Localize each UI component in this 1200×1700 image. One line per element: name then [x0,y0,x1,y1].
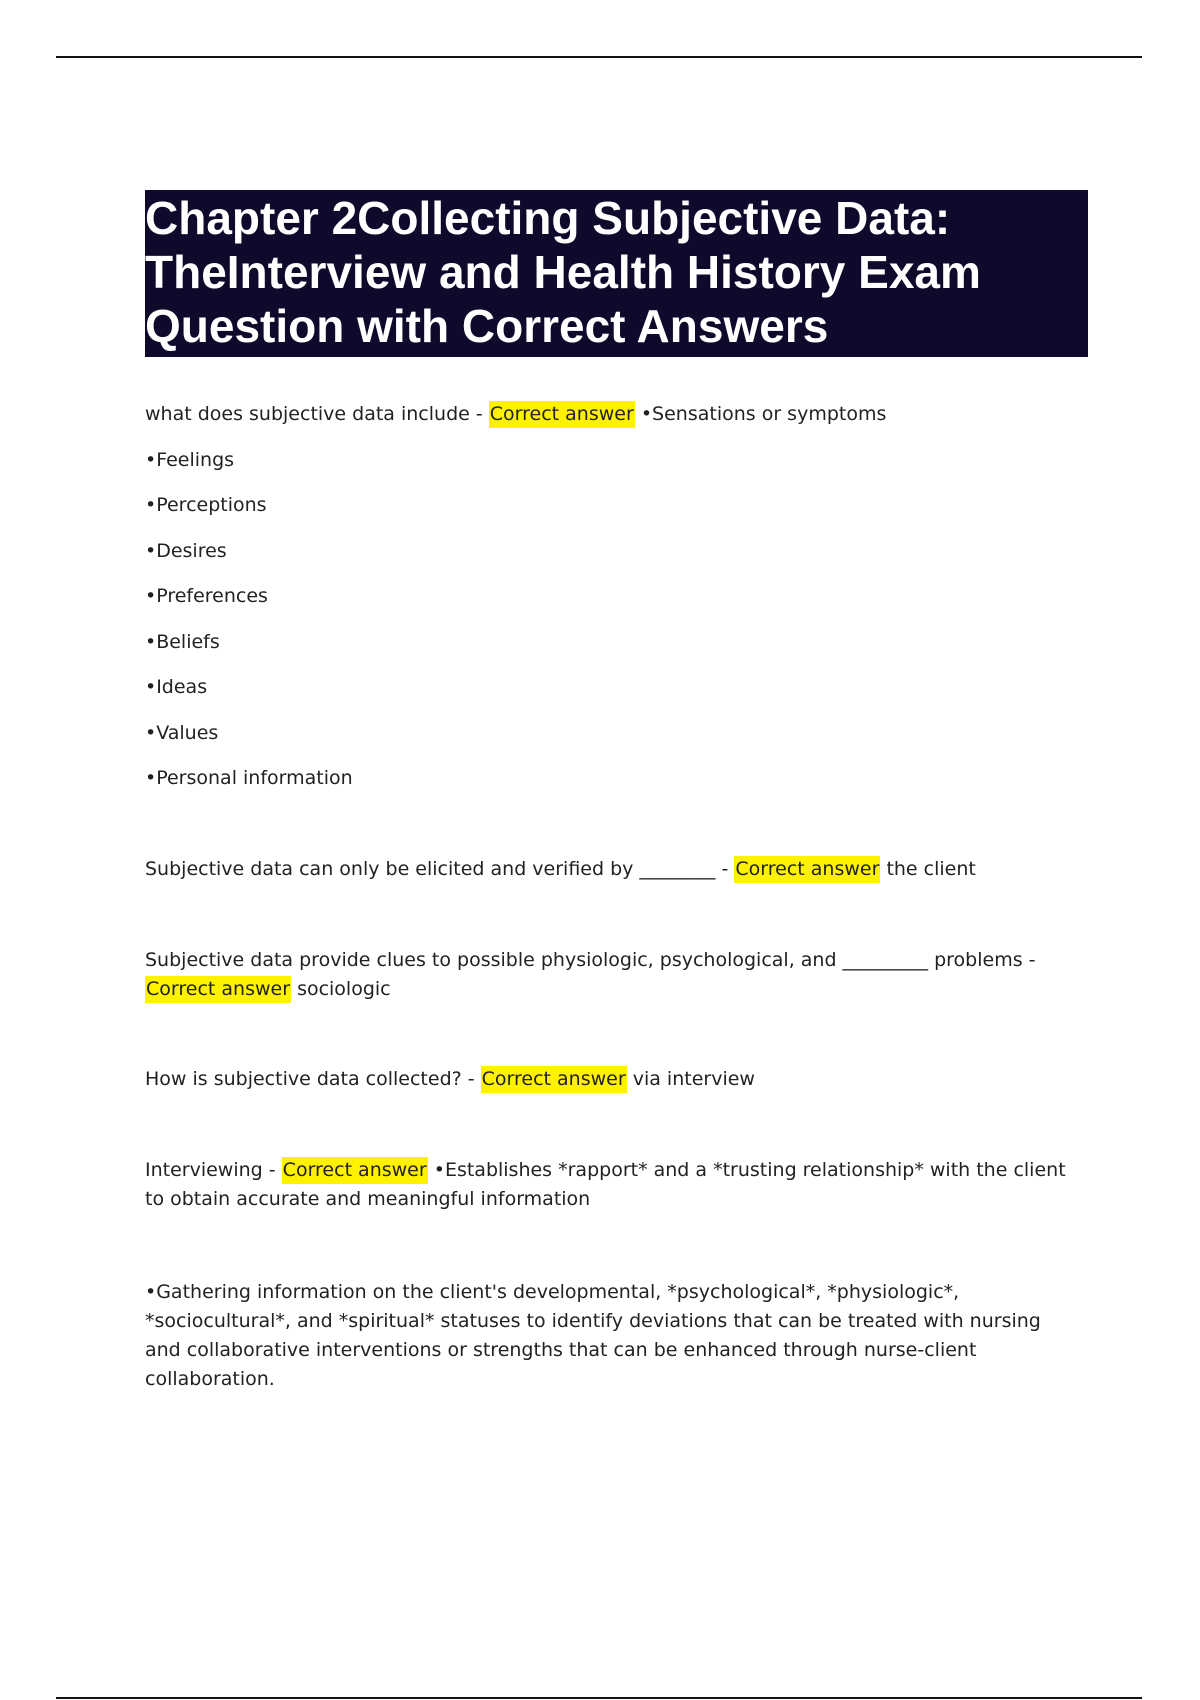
correct-answer-label: Correct answer [481,1066,627,1093]
answer-bullet: •Preferences [145,585,268,607]
answer-text: via interview [632,1068,755,1090]
question-text: How is subjective data collected? - [145,1068,475,1090]
answer-text: the client [886,858,976,880]
question-text: Subjective data can only be elicited and verified by ________ - [145,858,729,880]
correct-answer-label: Correct answer [145,976,291,1003]
answer-bullet: •Desires [145,539,227,562]
qa-content [145,400,1075,1394]
correct-answer-label: Correct answer [734,856,880,883]
answer-text: •Establishes *rapport* and a *trusting relationship* with the client to obtain accurate and meaningful information [145,1159,1066,1210]
answer-bullet: •Values [145,721,219,744]
answer-bullet: •Personal information [145,767,353,789]
answer-paragraph: •Gathering information on the client's developmental, *psychological*, *physiologic*, *sociocultural*, and *spiritual* statuses to identify deviations that can be treated with nursing and collaborative interventions or strengths that can be enhanced through nurse-client collaboration. [145,1281,1041,1390]
correct-answer-label: Correct answer [489,401,635,428]
answer-bullet: •Feelings [145,448,235,471]
top-divider [56,56,1142,58]
question-text: Subjective data provide clues to possible physiologic, psychological, and _________ problems - [145,949,1036,971]
document-title: Chapter 2Collecting Subjective Data: TheInterview and Health History Exam Question with Correct Answers [145,192,981,352]
qa-item-2 [145,855,1075,946]
qa-item-3 [145,946,1075,1065]
bottom-divider [56,1697,1142,1699]
question-text: what does subjective data include - [145,403,483,425]
answer-bullet: •Beliefs [145,630,220,653]
correct-answer-label: Correct answer [282,1157,428,1184]
answer-text: •Sensations or symptoms [640,403,887,425]
title-banner [145,190,1088,357]
answer-bullet: •Ideas [145,676,208,698]
question-text: Interviewing - [145,1159,276,1181]
qa-item-5 [145,1156,1075,1278]
answer-text: sociologic [297,978,391,1000]
answer-bullet: •Perceptions [145,494,267,516]
qa-item-4 [145,1065,1075,1156]
qa-item-1 [145,400,1075,446]
